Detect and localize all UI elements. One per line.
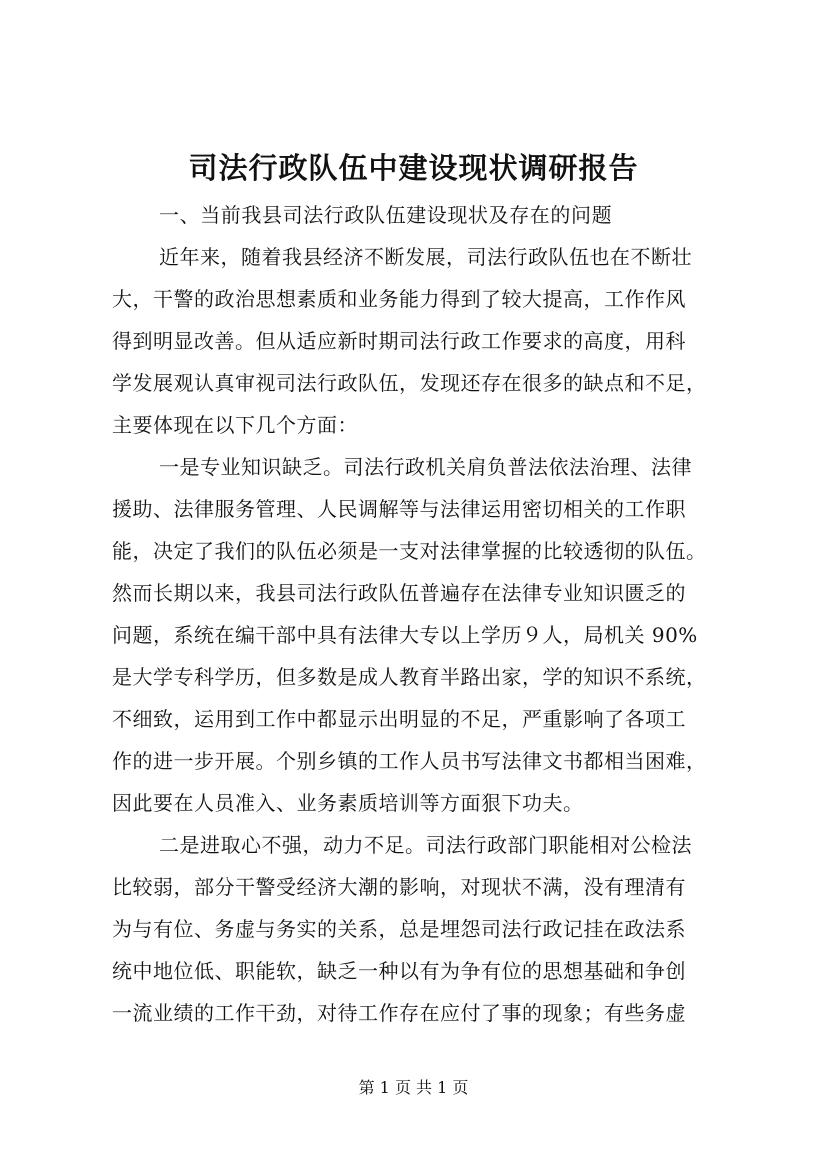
paragraph-line: 统中地位低、职能软，缺乏一种以有为争有位的思想基础和争创 (112, 959, 686, 983)
paragraph-line: 是大学专科学历，但多数是成人教育半路出家，学的知识不系统， (112, 665, 707, 689)
paragraph-line: 比较弱，部分干警受经济大潮的影响，对现状不满，没有理清有 (112, 875, 686, 899)
paragraph-line: 问题，系统在编干部中具有法律大专以上学历９人，局机关 90% (112, 623, 698, 647)
paragraph-line: 一是专业知识缺乏。司法行政机关肩负普法依法治理、法律 (159, 455, 692, 479)
paragraph-line: 然而长期以来，我县司法行政队伍普遍存在法律专业知识匮乏的 (112, 581, 686, 605)
paragraph-line: 近年来，随着我县经济不断发展，司法行政队伍也在不断壮 (159, 245, 692, 269)
paragraph-line: 大，干警的政治思想素质和业务能力得到了较大提高，工作作风 (112, 287, 686, 311)
paragraph-line: 得到明显改善。但从适应新时期司法行政工作要求的高度，用科 (112, 329, 686, 353)
paragraph-line: 不细致，运用到工作中都显示出明显的不足，严重影响了各项工 (112, 707, 686, 731)
paragraph-line: 援助、法律服务管理、人民调解等与法律运用密切相关的工作职 (112, 497, 686, 521)
paragraph-line: 一流业绩的工作干劲，对待工作存在应付了事的现象；有些务虚 (112, 1001, 686, 1025)
paragraph-line: 因此要在人员准入、业务素质培训等方面狠下功夫。 (112, 791, 584, 815)
paragraph-line: 为与有位、务虚与务实的关系，总是埋怨司法行政记挂在政法系 (112, 917, 686, 941)
paragraph-line: 主要体现在以下几个方面： (112, 413, 358, 437)
section-heading: 一、当前我县司法行政队伍建设现状及存在的问题 (159, 203, 613, 227)
paragraph-line: 能，决定了我们的队伍必须是一支对法律掌握的比较透彻的队伍。 (112, 539, 707, 563)
page-footer: 第 1 页 共 1 页 (358, 1078, 469, 1097)
paragraph-line: 作的进一步开展。个别乡镇的工作人员书写法律文书都相当困难， (112, 749, 707, 773)
paragraph-line: 学发展观认真审视司法行政队伍，发现还存在很多的缺点和不足， (112, 371, 707, 395)
document-title: 司法行政队伍中建设现状调研报告 (188, 151, 639, 185)
paragraph-line: 二是进取心不强，动力不足。司法行政部门职能相对公检法 (159, 833, 692, 857)
